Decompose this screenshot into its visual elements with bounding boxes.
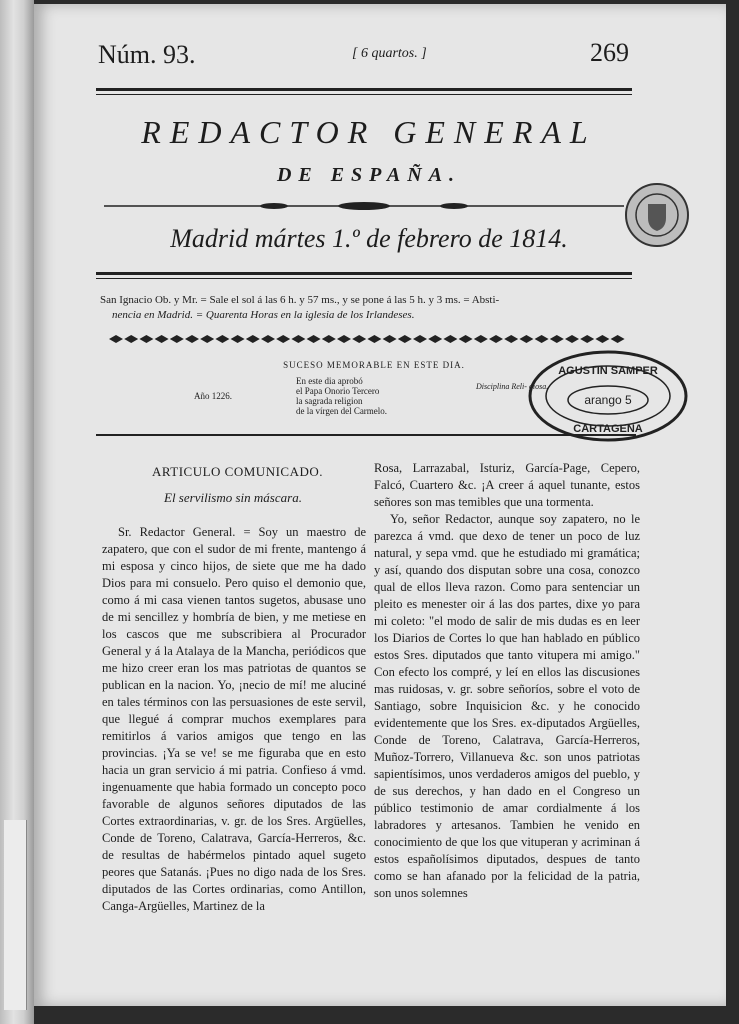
memorable-line: el Papa Onorio Tercero	[296, 386, 380, 396]
chain-link	[595, 335, 609, 343]
article-subheading: El servilismo sin máscara.	[164, 490, 302, 505]
chain-link	[580, 335, 594, 343]
chain-link	[504, 335, 518, 343]
issue-number: Núm. 93.	[98, 40, 196, 69]
chain-link	[383, 335, 397, 343]
issue-price: [ 6 quartos. ]	[352, 46, 427, 61]
chain-link	[565, 335, 579, 343]
chain-link	[550, 335, 564, 343]
chain-link	[489, 335, 503, 343]
dateline: Madrid mártes 1.º de febrero de 1814.	[170, 224, 568, 253]
chain-link	[109, 335, 123, 343]
article-paragraph: Sr. Redactor General. = Soy un maestro de zapatero, que con el sudor de mi frente, mantengo á mi esposa y cinco hijos, de siete que me ha dado Dios para mi consuelo. Pero quiso el demonio que, como á mi casa vienen tantos sugetos, abusase uno de mi sencillez y hombría de bien, y me metiese en los cascos que me subscribiera al Procurador General y á la Atalaya de la Mancha, periódicos que me hizo creer eran los mas patriotas de quantos se publican en la nacion. Yo, ¡necio de mí! me aluciné en tales términos con las persuasiones de este servil, que llegué á comprar muchos exemplares para remitirlos á varios amigos que tengo en las provincias. ¡Ya se ve! se me figuraba que en esto hacia un gran servicio á mi patria. Confieso á vmd. ingenuamente que habia formado un concepto poco favorable de algunos señores diputados de las Cortes extraordinarias, v. gr. de los Sres. Argüelles, Conde de Toreno, Calatrava, García-Herreros, &c. de resultas de habérmelos pintado aquel sugeto peores que Satanás. ¡Pues no digo nada de los Sres. diputados de las Cortes ordinarias, como Antillon, Canga-Argüelles, Martinez de la	[102, 525, 366, 913]
chain-link	[322, 335, 336, 343]
article-column-left	[102, 524, 366, 915]
chain-link	[337, 335, 351, 343]
chain-link	[276, 335, 290, 343]
newspaper-page	[34, 4, 726, 1006]
article-column-right	[374, 460, 640, 902]
memorable-text	[296, 376, 436, 416]
saints-line-2: nencia en Madrid. = Quarenta Horas en la iglesia de los Irlandeses.	[112, 309, 415, 321]
chain-link	[291, 335, 305, 343]
chain-link	[307, 335, 321, 343]
stamp-mid-text: arango 5	[584, 393, 632, 407]
memorable-heading: SUCESO MEMORABLE EN ESTE DIA.	[283, 360, 465, 370]
chain-link	[474, 335, 488, 343]
chain-link	[231, 335, 245, 343]
chain-link	[200, 335, 214, 343]
chain-link	[428, 335, 442, 343]
book-spine	[0, 0, 34, 1024]
round-seal-stamp	[624, 182, 690, 248]
masthead-subtitle: DE ESPAÑA.	[276, 164, 462, 186]
dateline-rule	[96, 272, 632, 275]
chain-link	[611, 335, 625, 343]
article-paragraph: Yo, señor Redactor, aunque soy zapatero, no le parezca á vmd. que dexo de tener un poco de luz natural, y sepa vmd. que he estudiado mi gramática; y así, quando dos disputan sobre una cosa, conozco qual de ellos lleva razon. Como para sentenciar un pleito es menester oir á las dos partes, dixe yo para mi coleto: "el modo de salir de mis dudas es en leer los Diarios de Cortes lo que han hablado en público estos Sres. diputados que tanto vitupera mi amigo." Con efecto los compré, y leí en ellos las discusiones mas ruidosas, v. gr. sobre señoríos, sobre el voto de Santiago, sobre Inquisicion &c. y he conocido evidentemente que los Sres. ex-diputados Argüelles, Conde de Toreno, Calatrava, García-Herreros, Muñoz-Torrero, Villanueva &c. son unos patriotas sapientísimos, unos verdaderos amigos del pueblo, y de sus derechos, y han dado en el Congreso un público testimonio de amar cordialmente á los labradores y artesanos. Tambien he venido en conocimiento de que los que vituperan y acriminan á estos españolísimos diputados, despues de tanto como se han afanado por la felicidad de la patria, son unos solemnes	[374, 512, 640, 900]
chain-link	[139, 335, 153, 343]
chain-link	[185, 335, 199, 343]
library-stamp	[528, 350, 688, 442]
chain-link	[398, 335, 412, 343]
masthead-ornament	[104, 200, 624, 212]
chain-link	[535, 335, 549, 343]
chain-link	[246, 335, 260, 343]
chain-link	[352, 335, 366, 343]
saints-line-1: San Ignacio Ob. y Mr. = Sale el sol á las 6 h. y 57 ms., y se pone á las 5 h. y 3 ms. = Absti-	[100, 294, 500, 306]
chain-link	[443, 335, 457, 343]
top-rule	[96, 88, 632, 91]
top-rule-thin	[96, 94, 632, 95]
article-paragraph: Rosa, Larrazabal, Isturiz, García-Page, Cepero, Falcó, Cuartero &c. ¡A creer á aquel tunante, estos señores son mas temibles que una tormenta.	[374, 461, 640, 509]
chain-link	[124, 335, 138, 343]
stamp-bottom-text: CARTAGENA	[573, 423, 643, 435]
chain-link	[519, 335, 533, 343]
torn-page-edge	[4, 820, 27, 1010]
chain-link	[367, 335, 381, 343]
chain-link	[413, 335, 427, 343]
memorable-line: En este dia aprobó	[296, 376, 363, 386]
dateline-rule-thin	[96, 278, 632, 279]
chain-link	[459, 335, 473, 343]
saints-of-day	[100, 293, 640, 323]
chain-link	[155, 335, 169, 343]
memorable-line: de la vírgen del Carmelo.	[296, 406, 388, 416]
chain-ornament	[108, 334, 628, 344]
stamp-top-text: AGUSTIN SAMPER	[558, 365, 658, 377]
chain-link	[215, 335, 229, 343]
memorable-rule	[96, 434, 636, 436]
masthead-title: REDACTOR GENERAL	[141, 114, 597, 150]
chain-link	[170, 335, 184, 343]
page-number: 269	[590, 38, 629, 67]
memorable-year: Año 1226.	[194, 391, 232, 401]
memorable-line: la sagrada religion	[296, 396, 363, 406]
chain-link	[261, 335, 275, 343]
article-heading: ARTICULO COMUNICADO.	[152, 464, 323, 479]
memorable-discipline: Disciplina Reli- giosa.	[476, 382, 549, 391]
